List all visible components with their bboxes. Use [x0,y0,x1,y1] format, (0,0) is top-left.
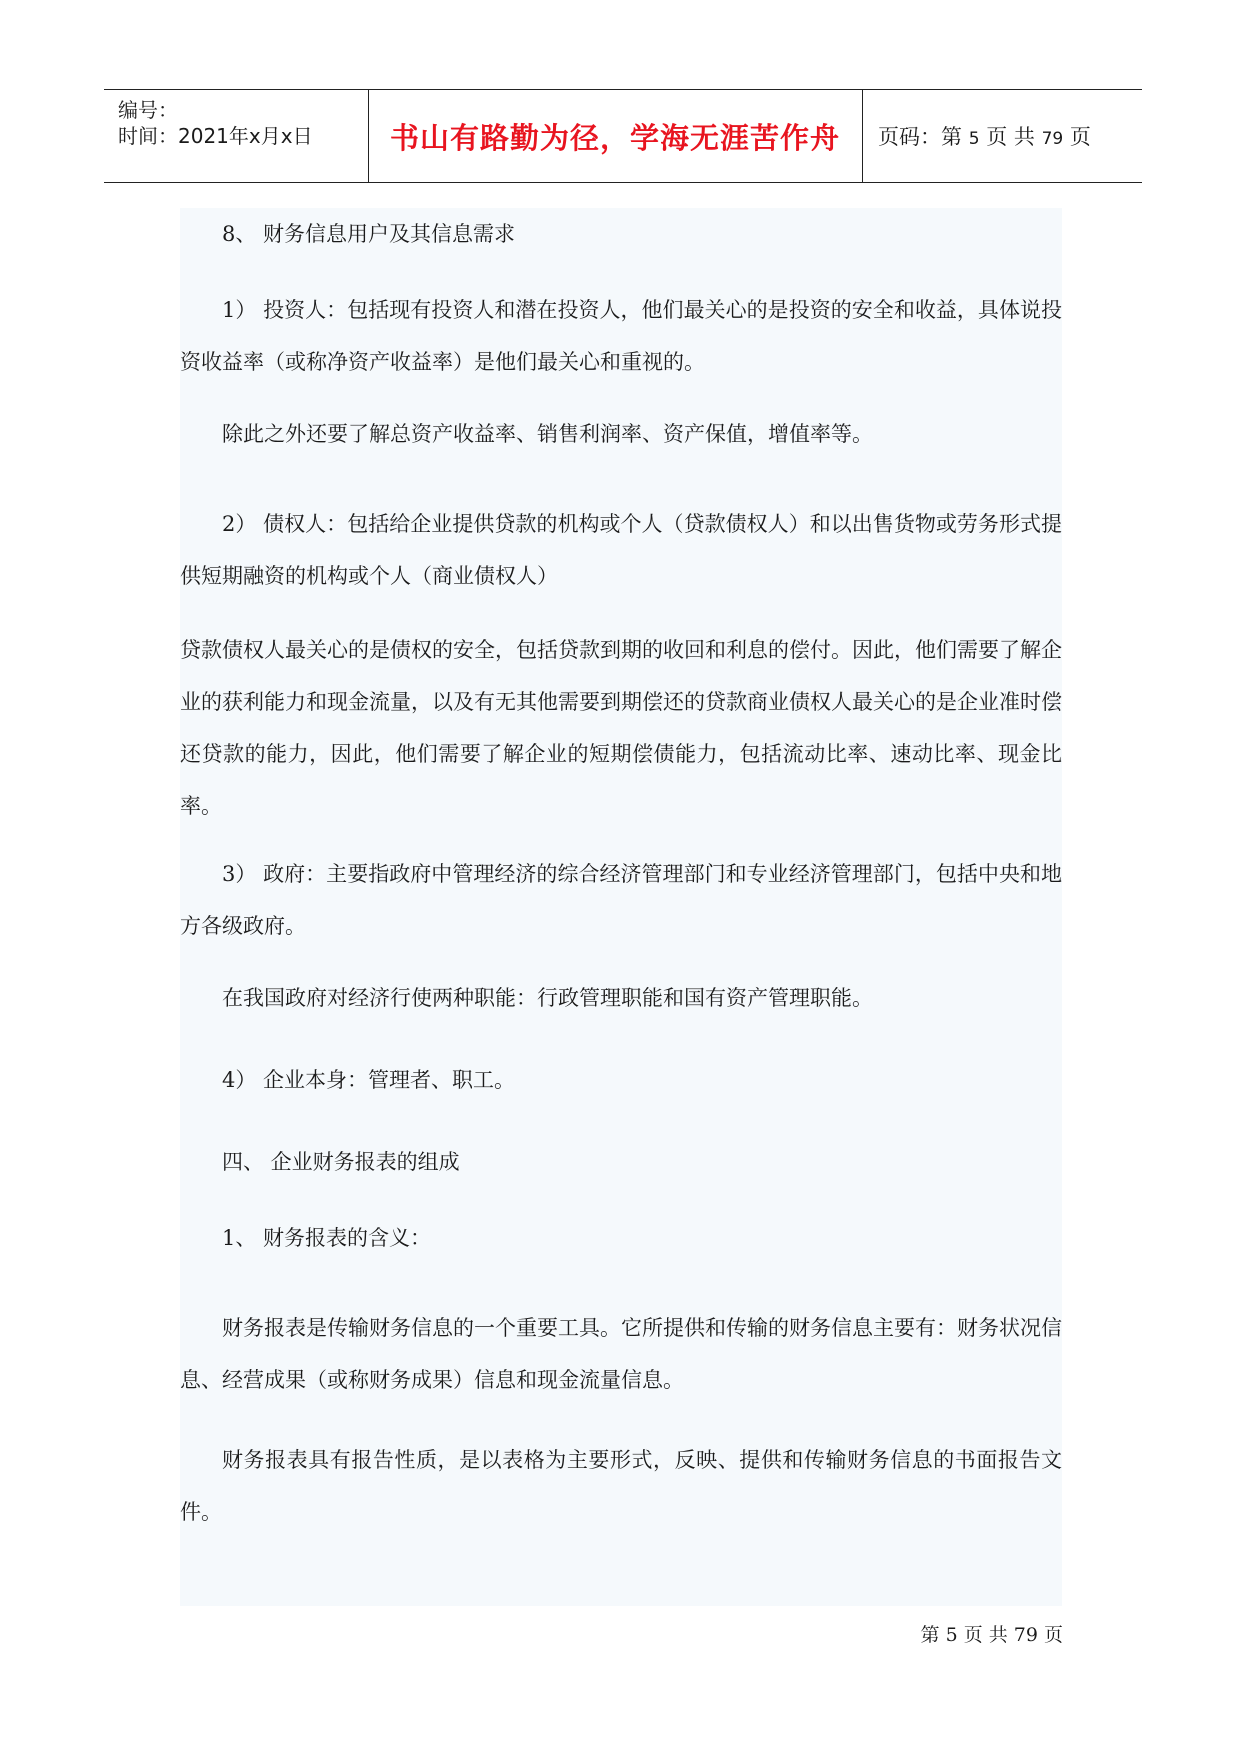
page-prefix: 页码：第 [878,125,962,149]
page-footer: 第 5 页 共 79 页 [920,1624,1063,1646]
paragraph: 贷款债权人最关心的是债权的安全，包括贷款到期的收回和利息的偿付。因此，他们需要了解企业的获利能力和现金流量，以及有无其他需要到期偿还的贷款商业债权人最关心的是企业准时偿还贷款的能力，因此，他们需要了解企业的短期偿债能力，包括流动比率、速动比率、现金比率。 [180,638,1062,818]
section-heading: 四、 企业财务报表的组成 [222,1150,460,1174]
paragraph: 在我国政府对经济行使两种职能：行政管理职能和国有资产管理职能。 [222,986,873,1010]
paragraph: 财务报表具有报告性质，是以表格为主要形式，反映、提供和传输财务信息的书面报告文件。 [180,1448,1062,1524]
header-page-cell [862,90,1142,182]
document-body [180,208,1062,1606]
page-total: 79 [1041,129,1064,149]
time-label: 时间：2021年x月x日 [118,124,313,148]
paragraph: 财务报表是传输财务信息的一个重要工具。它所提供和传输的财务信息主要有：财务状况信息、经营成果（或称财务成果）信息和现金流量信息。 [180,1316,1062,1392]
page-suffix: 页 [1069,125,1091,149]
paragraph: 2） 债权人：包括给企业提供贷款的机构或个人（贷款债权人）和以出售货物或劳务形式提供短期融资的机构或个人（商业债权人） [180,512,1062,588]
header-motto-cell [368,90,863,182]
paragraph: 8、 财务信息用户及其信息需求 [222,222,516,246]
number-label: 编号： [118,98,178,122]
paragraph: 1） 投资人：包括现有投资人和潜在投资人，他们最关心的是投资的安全和收益，具体说投资收益率（或称净资产收益率）是他们最关心和重视的。 [180,298,1062,374]
header-left-cell [104,90,369,182]
page-info [878,121,1091,151]
page-mid: 页 共 [986,125,1035,149]
page-header [104,89,1142,183]
paragraph: 3） 政府：主要指政府中管理经济的综合经济管理部门和专业经济管理部门，包括中央和地方各级政府。 [180,862,1062,938]
paragraph: 4） 企业本身：管理者、职工。 [222,1068,516,1092]
page-current: 5 [968,129,980,149]
paragraph: 除此之外还要了解总资产收益率、销售利润率、资产保值，增值率等。 [222,422,873,446]
paragraph: 1、 财务报表的含义： [222,1226,432,1250]
motto: 书山有路勤为径，学海无涯苦作舟 [389,120,840,155]
